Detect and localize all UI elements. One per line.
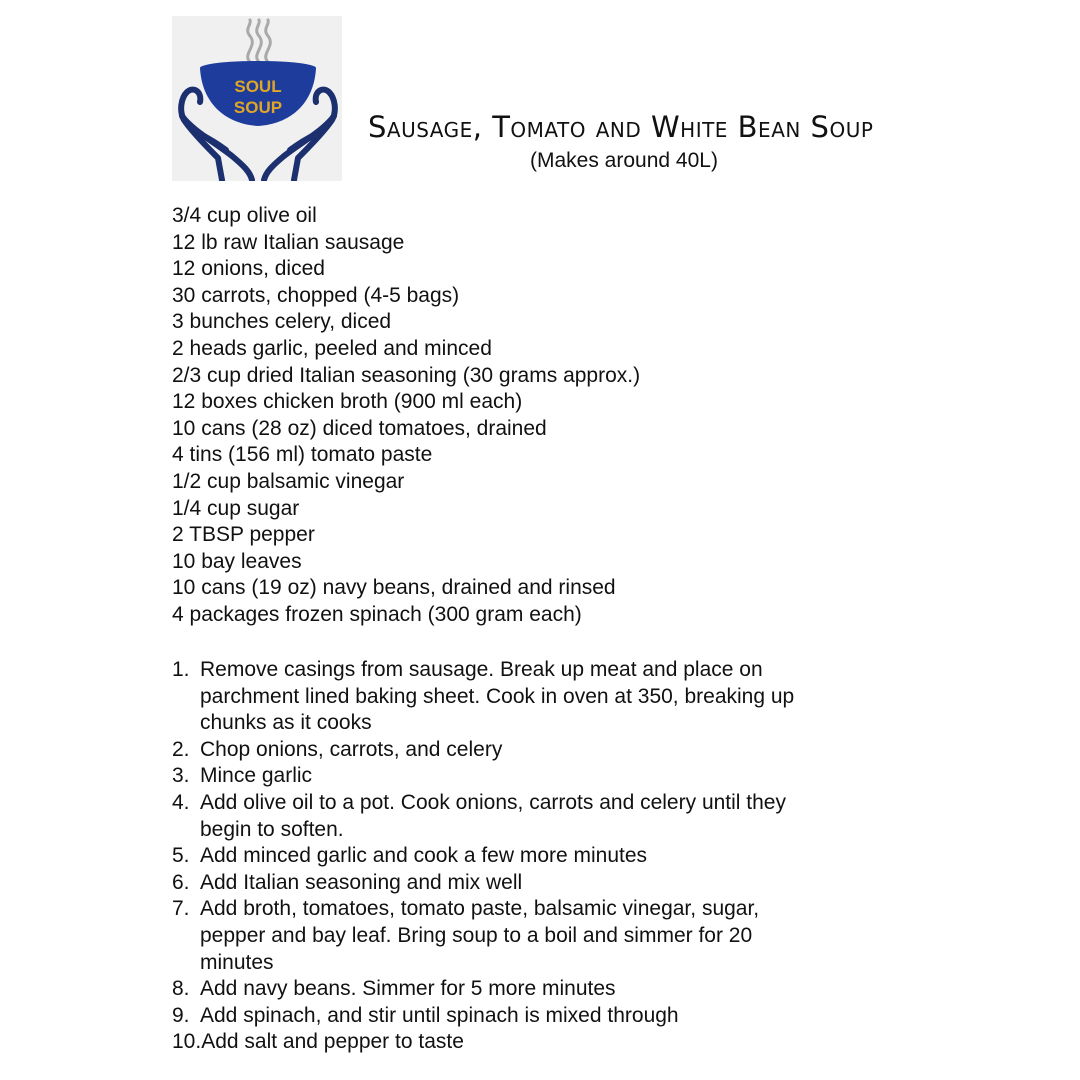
- step-line: Add Italian seasoning and mix well: [200, 870, 523, 894]
- step-number: 3.: [172, 764, 190, 788]
- ingredient-item: 3 bunches celery, diced: [172, 310, 392, 334]
- ingredient-item: 1/4 cup sugar: [172, 496, 300, 520]
- steam-icon: [248, 20, 271, 62]
- step-text: [200, 843, 892, 870]
- ingredient-item: 12 onions, diced: [172, 257, 325, 281]
- ingredient-item: 12 boxes chicken broth (900 ml each): [172, 390, 523, 414]
- ingredient-item: 2/3 cup dried Italian seasoning (30 grams approx.): [172, 363, 641, 387]
- step-line: Chop onions, carrots, and celery: [200, 737, 503, 761]
- step-number: 6.: [172, 870, 190, 894]
- instruction-step: [172, 763, 892, 790]
- instruction-step: [172, 737, 892, 764]
- instruction-list: [172, 657, 892, 1056]
- ingredient-item: 2 TBSP pepper: [172, 523, 315, 547]
- step-line: Add spinach, and stir until spinach is mixed through: [200, 1003, 679, 1027]
- step-number: 2.: [172, 737, 190, 761]
- step-line: Add navy beans. Simmer for 5 more minutes: [200, 977, 616, 1001]
- step-number: 1.: [172, 658, 190, 681]
- step-line: chunks as it cooks: [200, 711, 372, 735]
- step-line: Add minced garlic and cook a few more minutes: [200, 844, 648, 868]
- instruction-step: [172, 976, 892, 1003]
- step-number: 8.: [172, 977, 190, 1001]
- instruction-step: [172, 1003, 892, 1030]
- ingredient-item: 3/4 cup olive oil: [172, 204, 317, 227]
- ingredient-item: 4 packages frozen spinach (300 gram each): [172, 602, 582, 626]
- step-line: begin to soften.: [200, 817, 344, 841]
- ingredient-item: 2 heads garlic, peeled and minced: [172, 336, 492, 360]
- instruction-step: [172, 657, 892, 737]
- instruction-step: [172, 870, 892, 897]
- step-text: [200, 976, 892, 1003]
- step-text: [201, 1029, 892, 1056]
- logo-text-line2: SOUP: [233, 98, 283, 117]
- step-line: Remove casings from sausage. Break up meat and place on: [200, 658, 763, 681]
- step-text: [200, 657, 892, 737]
- step-number: 7.: [172, 897, 190, 921]
- step-text: [200, 737, 892, 764]
- step-line: Add salt and pepper to taste: [201, 1030, 464, 1054]
- ingredient-item: 4 tins (156 ml) tomato paste: [172, 443, 433, 467]
- soup-bowl-in-hands-icon: [172, 16, 342, 181]
- logo-text-line1: SOUL: [234, 77, 282, 96]
- instruction-step: [172, 1029, 892, 1056]
- step-number: 10.: [172, 1030, 202, 1054]
- step-line: Mince garlic: [200, 764, 313, 788]
- ingredient-item: 30 carrots, chopped (4-5 bags): [172, 283, 460, 307]
- ingredient-item: 10 cans (19 oz) navy beans, drained and rinsed: [172, 576, 616, 600]
- soul-soup-logo: [172, 16, 342, 181]
- recipe-yield: (Makes around 40L): [530, 149, 718, 172]
- instruction-step: [172, 896, 892, 976]
- step-line: Add olive oil to a pot. Cook onions, carrots and celery until they: [200, 790, 786, 814]
- step-text: [200, 763, 892, 790]
- step-text: [200, 896, 892, 976]
- instruction-step: [172, 843, 892, 870]
- ingredient-item: 10 bay leaves: [172, 549, 302, 573]
- instruction-step: [172, 790, 892, 843]
- ingredient-item: 12 lb raw Italian sausage: [172, 230, 405, 254]
- step-line: parchment lined baking sheet. Cook in oven at 350, breaking up: [200, 684, 795, 708]
- step-text: [200, 790, 892, 843]
- step-line: minutes: [200, 950, 274, 974]
- ingredient-item: 1/2 cup balsamic vinegar: [172, 469, 405, 493]
- ingredient-item: 10 cans (28 oz) diced tomatoes, drained: [172, 416, 547, 440]
- ingredient-list: [172, 203, 640, 629]
- recipe-title: Sausage, Tomato and White Bean Soup: [368, 110, 874, 144]
- step-number: 9.: [172, 1003, 190, 1027]
- step-text: [200, 870, 892, 897]
- step-text: [200, 1003, 892, 1030]
- step-number: 5.: [172, 844, 190, 868]
- step-line: pepper and bay leaf. Bring soup to a boil and simmer for 20: [200, 923, 753, 947]
- step-line: Add broth, tomatoes, tomato paste, balsamic vinegar, sugar,: [200, 897, 760, 921]
- step-number: 4.: [172, 790, 190, 814]
